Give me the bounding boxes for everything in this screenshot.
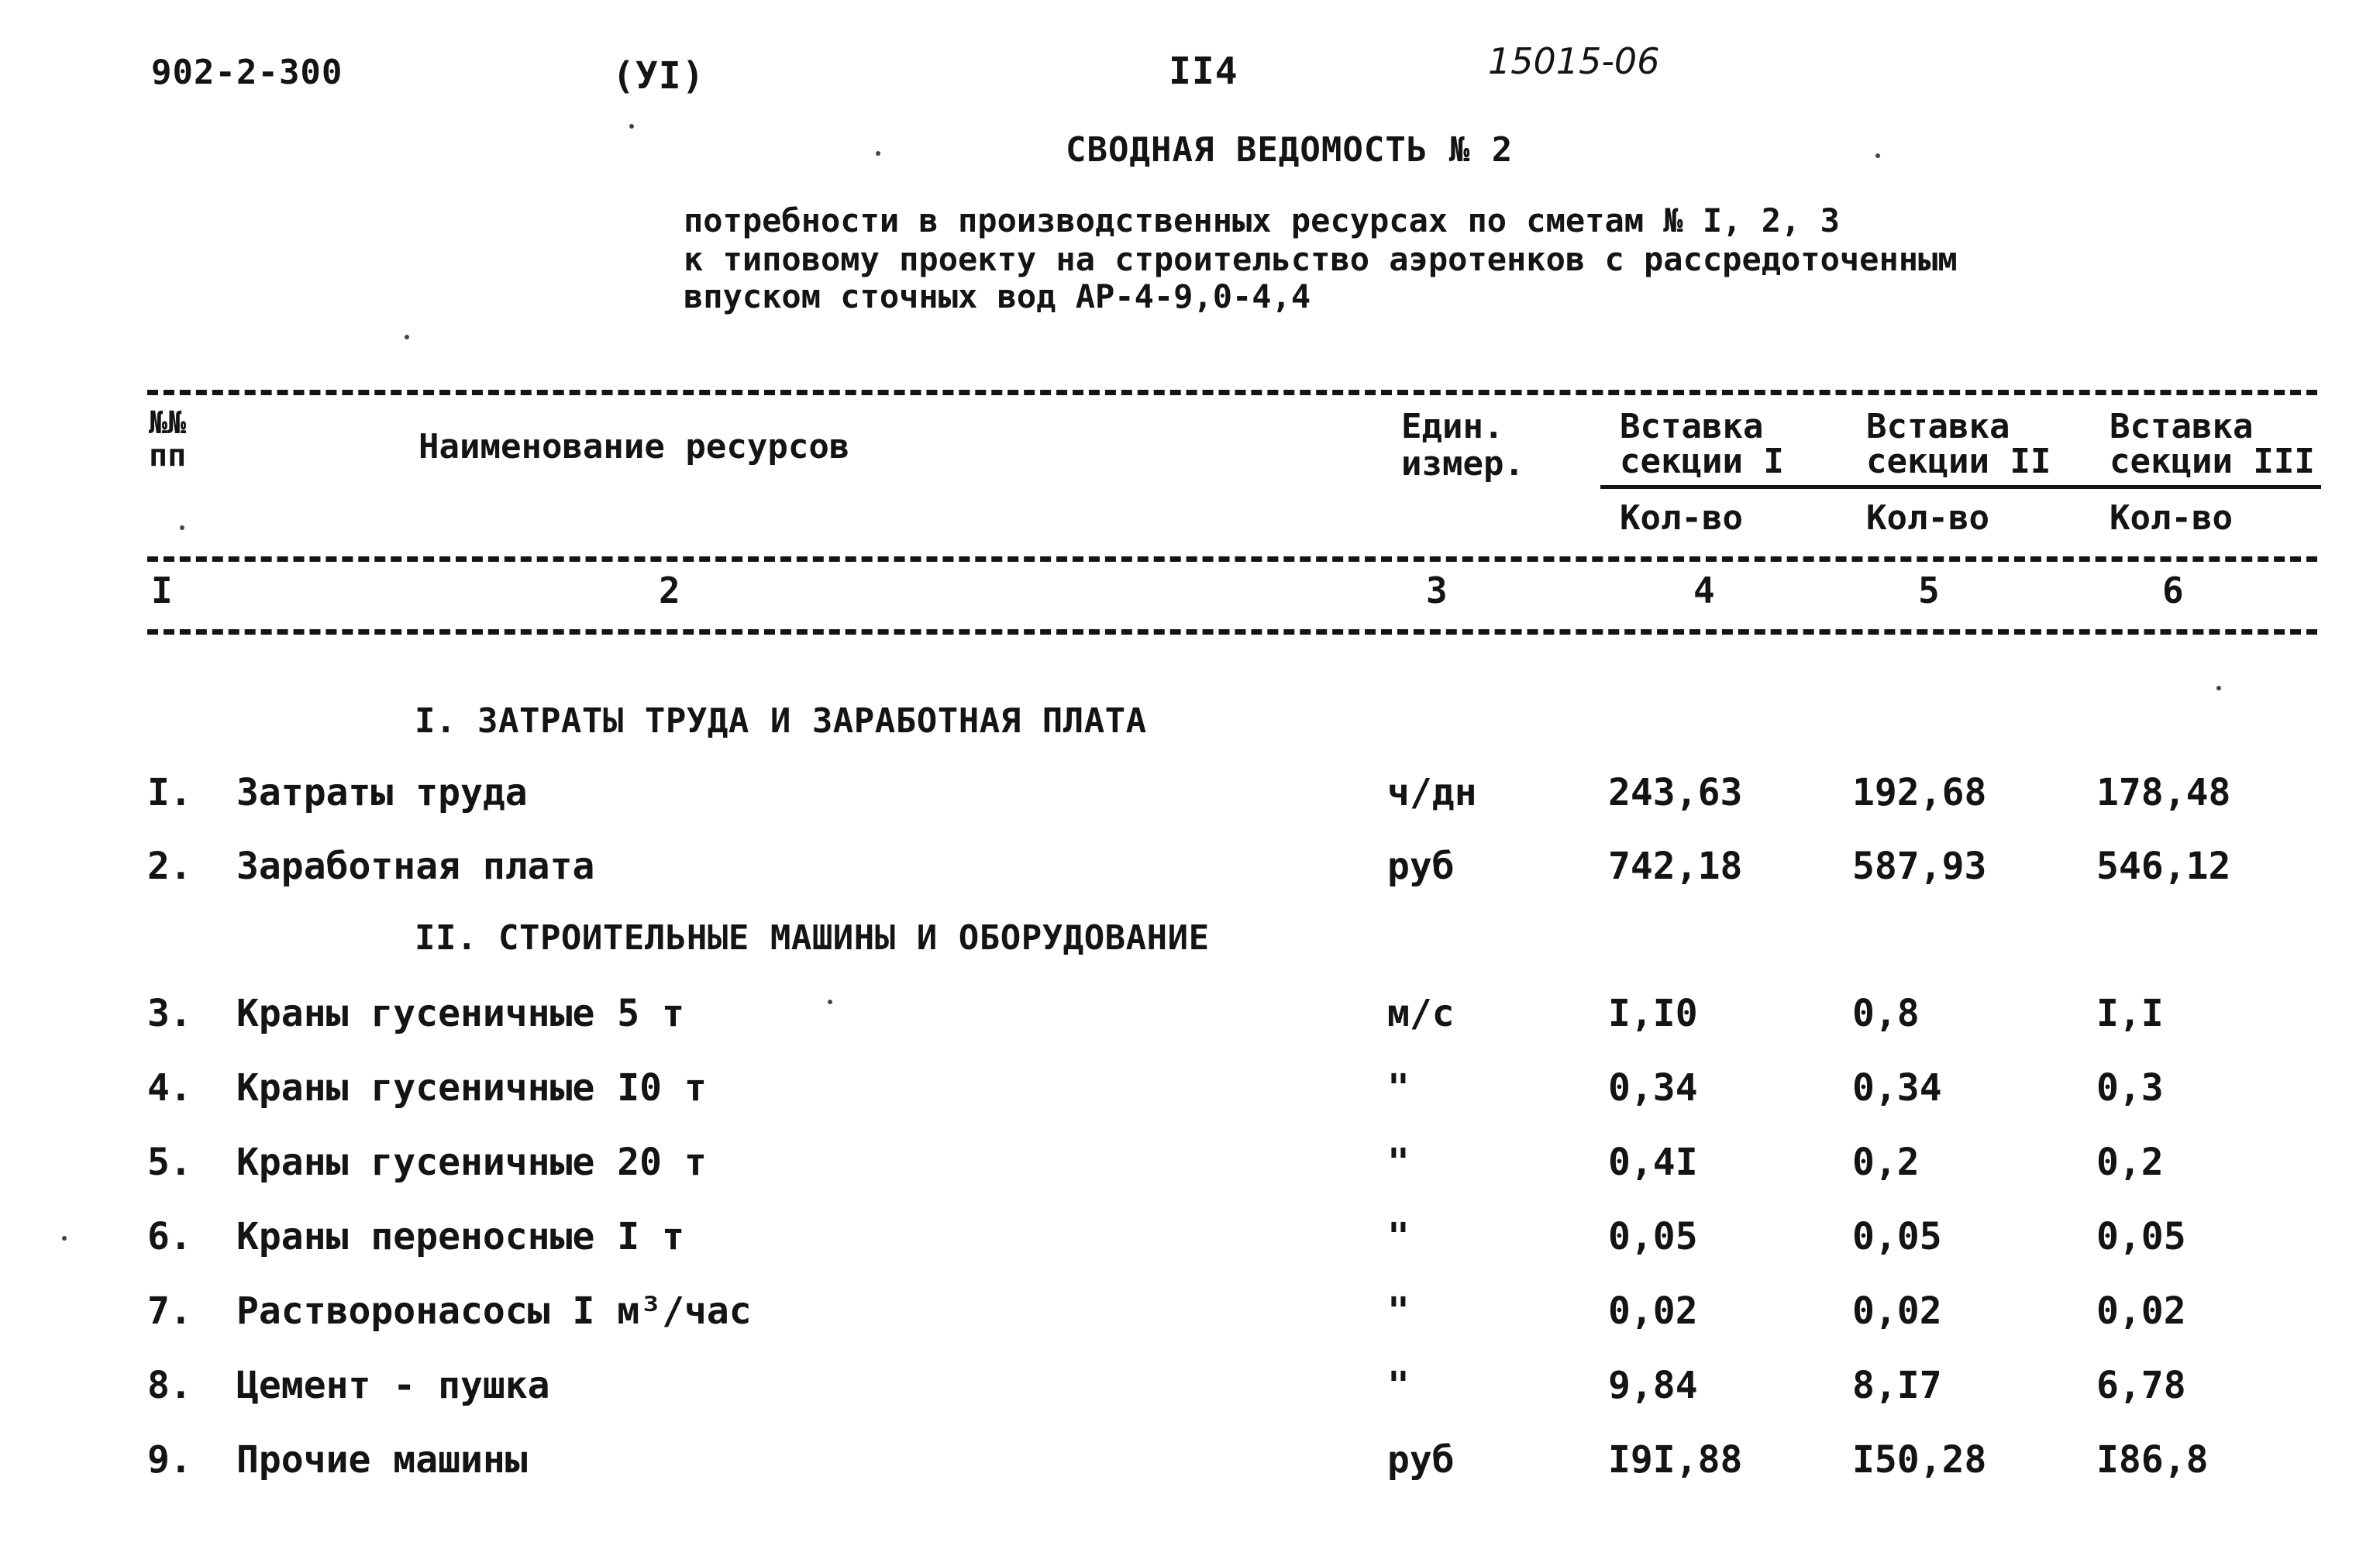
qty-insert-3: 0,02 xyxy=(2096,1289,2186,1333)
resource-name: Растворонасосы I м³/час xyxy=(236,1289,752,1333)
qty-insert-1: I,I0 xyxy=(1608,992,1698,1035)
resource-name: Краны гусеничные 5 т xyxy=(236,992,684,1035)
column-header-insert-3-line1: Вставка xyxy=(2110,407,2254,446)
table-row xyxy=(0,1141,2380,1195)
unit: " xyxy=(1387,1141,1410,1184)
column-number-3: 3 xyxy=(1426,570,1448,611)
page-number: II4 xyxy=(1169,50,1238,93)
table-row xyxy=(0,1364,2380,1418)
row-number: 6. xyxy=(147,1215,192,1258)
qty-insert-1: I9I,88 xyxy=(1608,1438,1743,1482)
scan-speck xyxy=(405,335,409,339)
subtitle-line-1: потребности в производственных ресурсах по сметам № I, 2, 3 xyxy=(684,201,1840,239)
qty-insert-3: 0,3 xyxy=(2096,1066,2164,1110)
qty-insert-2: 192,68 xyxy=(1852,771,1987,814)
scan-speck xyxy=(180,525,184,530)
column-header-unit-line2: измер. xyxy=(1401,444,1524,484)
unit: м/с xyxy=(1387,992,1455,1035)
row-number: 9. xyxy=(147,1438,192,1482)
resource-name: Заработная плата xyxy=(236,845,595,888)
column-header-insert-1-line2: секции I xyxy=(1620,442,1784,481)
column-header-unit-line1: Един. xyxy=(1401,407,1504,446)
qty-insert-1: 243,63 xyxy=(1608,771,1743,814)
table-row xyxy=(0,1438,2380,1492)
row-number: 4. xyxy=(147,1066,192,1110)
scan-speck xyxy=(828,1000,832,1004)
unit: ч/дн xyxy=(1387,771,1477,814)
qty-insert-3: I86,8 xyxy=(2096,1438,2209,1482)
subtitle-line-3: впуском сточных вод АР-4-9,0-4,4 xyxy=(684,277,1311,315)
column-number-6: 6 xyxy=(2162,570,2184,611)
column-header-insert-2-line1: Вставка xyxy=(1866,407,2010,446)
row-number: 2. xyxy=(147,845,192,888)
row-number: 5. xyxy=(147,1141,192,1184)
document-part: (УI) xyxy=(612,54,705,98)
qty-insert-2: 8,I7 xyxy=(1852,1364,1942,1407)
column-header-qty-2: Кол-во xyxy=(1866,498,1989,538)
unit: " xyxy=(1387,1066,1410,1110)
qty-insert-2: 0,02 xyxy=(1852,1289,1942,1333)
qty-insert-1: 9,84 xyxy=(1608,1364,1698,1407)
table-row xyxy=(0,1289,2380,1344)
column-header-insert-3-line2: секции III xyxy=(2110,442,2315,481)
qty-insert-2: 0,05 xyxy=(1852,1215,1942,1258)
column-header-qty-1: Кол-во xyxy=(1620,498,1743,538)
resource-name: Краны гусеничные I0 т xyxy=(236,1066,707,1110)
column-header-qty-3: Кол-во xyxy=(2110,498,2233,538)
scan-speck xyxy=(62,1236,67,1241)
qty-insert-3: 546,12 xyxy=(2096,845,2231,888)
table-row xyxy=(0,1215,2380,1269)
qty-insert-3: 0,2 xyxy=(2096,1141,2164,1184)
unit: " xyxy=(1387,1289,1410,1333)
qty-insert-1: 0,34 xyxy=(1608,1066,1698,1110)
scan-speck xyxy=(2216,686,2221,690)
table-numbers-rule xyxy=(147,629,2317,635)
unit: " xyxy=(1387,1364,1410,1407)
qty-insert-2: 0,8 xyxy=(1852,992,1920,1035)
column-header-insert-1-line1: Вставка xyxy=(1620,407,1764,446)
table-row xyxy=(0,771,2380,825)
qty-insert-2: 0,34 xyxy=(1852,1066,1942,1110)
resource-name: Краны гусеничные 20 т xyxy=(236,1141,707,1184)
row-number: 3. xyxy=(147,992,192,1035)
column-number-4: 4 xyxy=(1693,570,1715,611)
document-code: 902-2-300 xyxy=(151,53,343,92)
qty-insert-2: 0,2 xyxy=(1852,1141,1920,1184)
qty-insert-2: 587,93 xyxy=(1852,845,1987,888)
qty-insert-1: 742,18 xyxy=(1608,845,1743,888)
section-heading-labor: I. ЗАТРАТЫ ТРУДА И ЗАРАБОТНАЯ ПЛАТА xyxy=(415,701,1147,741)
table-header-rule xyxy=(147,556,2317,562)
unit: " xyxy=(1387,1215,1410,1258)
scan-speck xyxy=(1875,153,1880,158)
section-heading-machines: II. СТРОИТЕЛЬНЫЕ МАШИНЫ И ОБОРУДОВАНИЕ xyxy=(415,918,1210,958)
page-title: СВОДНАЯ ВЕДОМОСТЬ № 2 xyxy=(1066,130,1514,170)
row-number: I. xyxy=(147,771,192,814)
column-header-underline xyxy=(1600,485,2321,489)
subtitle-line-2: к типовому проекту на строительство аэротенков с рассредоточенным xyxy=(684,240,1958,278)
table-top-rule xyxy=(147,390,2317,395)
column-number-1: I xyxy=(151,570,173,611)
scan-speck xyxy=(876,151,880,156)
column-number-5: 5 xyxy=(1918,570,1940,611)
resource-name: Прочие машины xyxy=(236,1438,528,1482)
scan-speck xyxy=(629,124,634,129)
qty-insert-1: 0,05 xyxy=(1608,1215,1698,1258)
table-row xyxy=(0,845,2380,899)
unit: руб xyxy=(1387,845,1455,888)
qty-insert-3: 0,05 xyxy=(2096,1215,2186,1258)
qty-insert-3: 6,78 xyxy=(2096,1364,2186,1407)
resource-name: Цемент - пушка xyxy=(236,1364,550,1407)
handwritten-stamp: 15015-06 xyxy=(1488,40,1660,82)
column-header-name: Наименование ресурсов xyxy=(418,427,850,466)
table-row xyxy=(0,1066,2380,1121)
unit: руб xyxy=(1387,1438,1455,1482)
qty-insert-1: 0,4I xyxy=(1608,1141,1698,1184)
qty-insert-3: 178,48 xyxy=(2096,771,2231,814)
qty-insert-3: I,I xyxy=(2096,992,2164,1035)
row-number: 8. xyxy=(147,1364,192,1407)
qty-insert-1: 0,02 xyxy=(1608,1289,1698,1333)
column-header-number: №№ пп xyxy=(149,405,187,473)
resource-name: Краны переносные I т xyxy=(236,1215,684,1258)
column-number-2: 2 xyxy=(659,570,680,611)
qty-insert-2: I50,28 xyxy=(1852,1438,1987,1482)
column-header-insert-2-line2: секции II xyxy=(1866,442,2051,481)
resource-name: Затраты труда xyxy=(236,771,528,814)
table-row xyxy=(0,992,2380,1046)
row-number: 7. xyxy=(147,1289,192,1333)
